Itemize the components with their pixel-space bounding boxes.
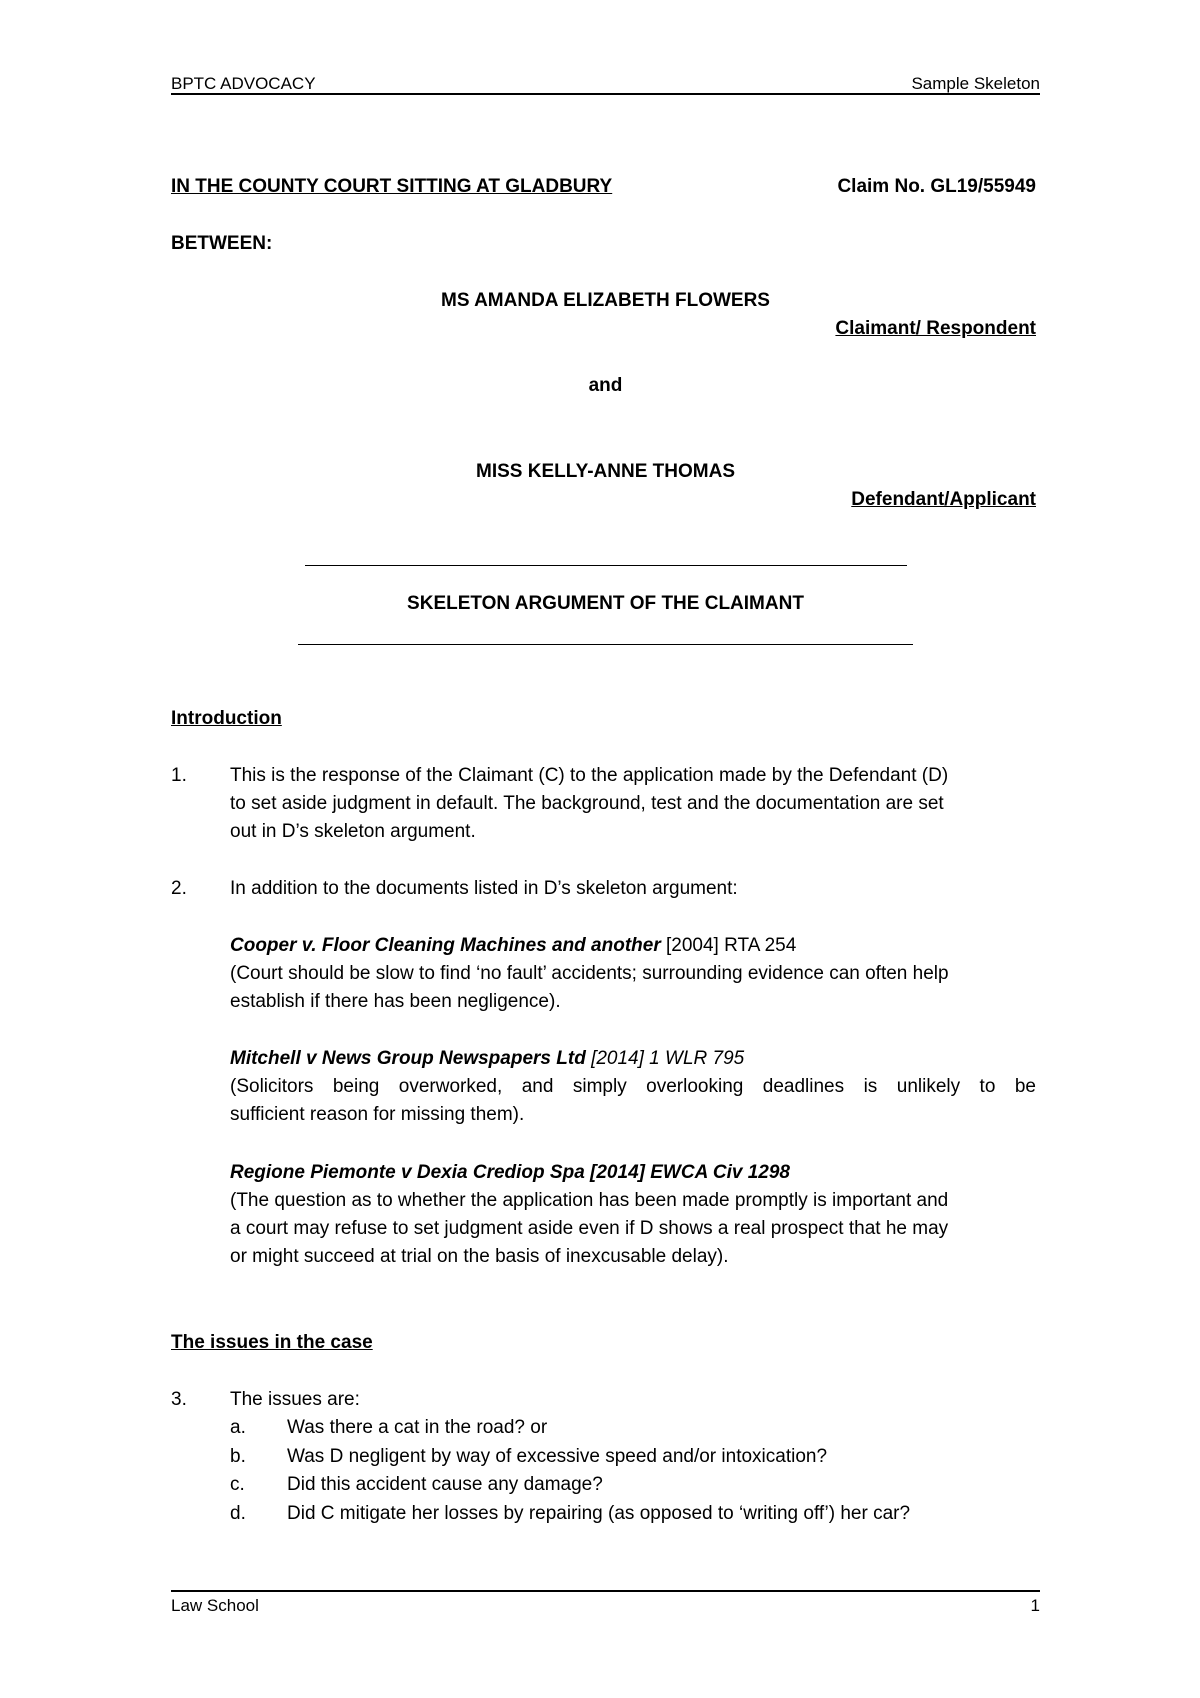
case-note-line: establish if there has been negligence). — [230, 991, 561, 1012]
title-rule-top — [305, 565, 907, 566]
paragraph-line: This is the response of the Claimant (C) to the application made by the Defendant (D) — [230, 765, 949, 786]
case-citation: [2014] 1 WLR 795 — [585, 1048, 745, 1069]
claim-number: Claim No. GL19/55949 — [837, 176, 1036, 197]
paragraph-2: In addition to the documents listed in D’s skeleton argument: — [230, 878, 738, 899]
page-number: 1 — [1030, 1596, 1040, 1615]
defendant-name: MISS KELLY-ANNE THOMAS — [476, 461, 735, 482]
paragraph-3: The issues are: — [230, 1389, 360, 1410]
claimant-name: MS AMANDA ELIZABETH FLOWERS — [441, 290, 770, 311]
running-header — [171, 74, 1040, 94]
paragraph-1 — [230, 762, 1036, 846]
issue-text: Did C mitigate her losses by repairing (as opposed to ‘writing off’) her car? — [287, 1503, 911, 1524]
paragraph-line: out in D’s skeleton argument. — [230, 821, 476, 842]
claimant-role: Claimant/ Respondent — [835, 318, 1036, 339]
issue-label: d. — [230, 1503, 246, 1524]
paragraph-number: 2. — [171, 878, 187, 899]
case-name: Mitchell v News Group Newspapers Ltd — [230, 1048, 586, 1069]
case-note-line: a court may refuse to set judgment aside even if D shows a real prospect that he may — [230, 1218, 949, 1239]
title-rule-bottom — [298, 644, 913, 645]
header-rule — [171, 93, 1040, 95]
paragraph-line: to set aside judgment in default. The background, test and the documentation are set — [230, 793, 944, 814]
issue-text: Did this accident cause any damage? — [287, 1474, 603, 1495]
and-label: and — [588, 375, 623, 396]
case-note-line: or might succeed at trial on the basis of inexcusable delay). — [230, 1246, 729, 1267]
case-mitchell — [230, 1045, 1036, 1129]
issues-heading: The issues in the case — [171, 1332, 373, 1353]
running-footer — [171, 1596, 1040, 1616]
issue-label: c. — [230, 1474, 245, 1495]
case-name: Regione Piemonte v Dexia Crediop Spa [2014] EWCA Civ 1298 — [230, 1162, 790, 1183]
case-note-line: (The question as to whether the application has been made promptly is important and — [230, 1190, 949, 1211]
between-label: BETWEEN: — [171, 233, 273, 254]
case-note-line: (Court should be slow to find ‘no fault’ accidents; surrounding evidence can often help — [230, 963, 949, 984]
case-regione — [230, 1159, 1036, 1271]
case-note-line: sufficient reason for missing them). — [230, 1104, 525, 1125]
paragraph-number: 1. — [171, 765, 187, 786]
case-name: Cooper v. Floor Cleaning Machines and another — [230, 935, 661, 956]
issue-text: Was D negligent by way of excessive speed and/or intoxication? — [287, 1446, 828, 1467]
document-title: SKELETON ARGUMENT OF THE CLAIMANT — [407, 593, 804, 614]
case-note-line: (Solicitors being overworked, and simply overlooking deadlines is unlikely to be — [230, 1076, 1036, 1097]
header-left: BPTC ADVOCACY — [171, 74, 316, 93]
case-cooper — [230, 932, 1036, 1016]
defendant-role: Defendant/Applicant — [851, 489, 1036, 510]
footer-rule — [171, 1590, 1040, 1592]
issue-label: b. — [230, 1446, 246, 1467]
issue-text: Was there a cat in the road? or — [287, 1417, 548, 1438]
introduction-heading: Introduction — [171, 708, 282, 729]
court-name: IN THE COUNTY COURT SITTING AT GLADBURY — [171, 176, 613, 197]
paragraph-number: 3. — [171, 1389, 187, 1410]
issue-label: a. — [230, 1417, 246, 1438]
case-citation: [2004] RTA 254 — [660, 935, 797, 956]
header-right: Sample Skeleton — [911, 74, 1040, 93]
footer-left: Law School — [171, 1596, 259, 1615]
